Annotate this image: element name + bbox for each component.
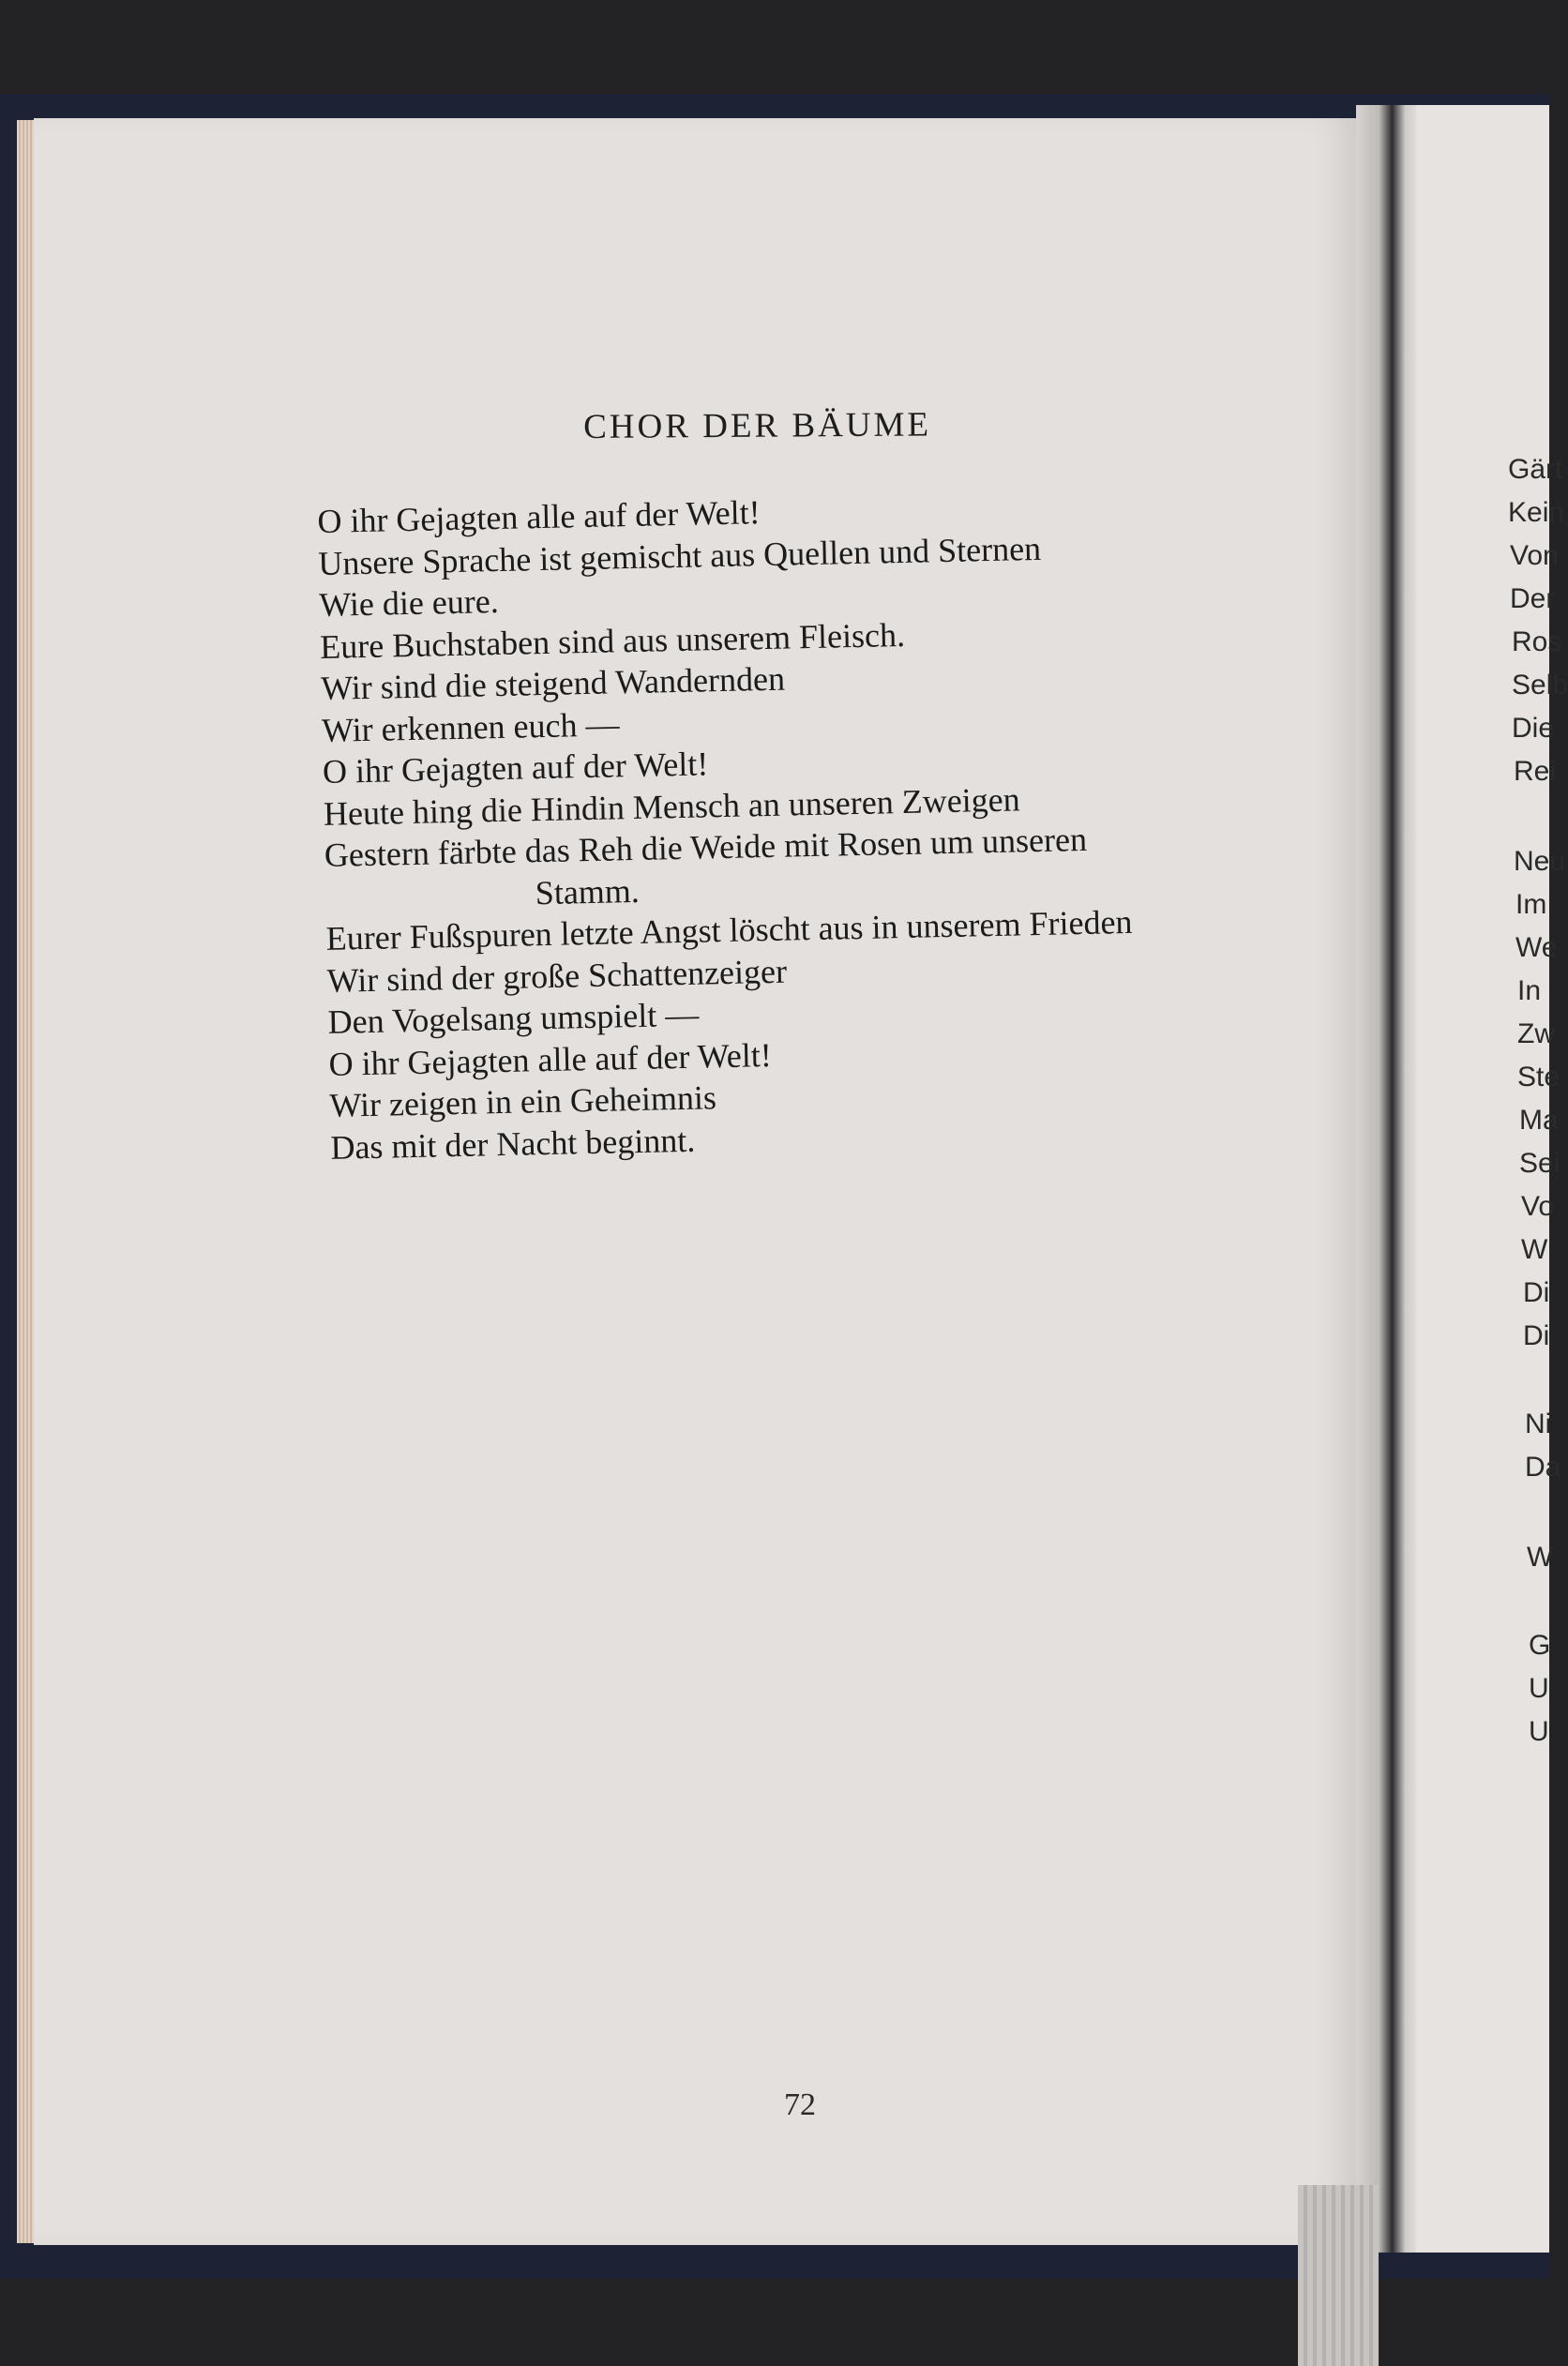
poem-line: Heute hing die Hindin Mensch an unseren Zweigen — [323, 779, 1021, 833]
right-page-fragment: In — [1517, 975, 1542, 1006]
poem-line: Wir erkennen euch — — [321, 704, 620, 749]
poem-line: Eurer Fußspuren letzte Angst löscht aus in unserem Frieden — [325, 902, 1133, 957]
right-page-fragment: Da — [1525, 1452, 1561, 1483]
right-page-fragment: Ros — [1512, 626, 1562, 657]
right-page — [1416, 105, 1568, 2253]
right-page-fragment: G — [1529, 1630, 1551, 1661]
right-page-fragment: Im — [1515, 889, 1547, 920]
poem-line: O ihr Gejagten alle auf der Welt! — [328, 1035, 773, 1083]
right-page-fragment: Zw — [1517, 1018, 1555, 1049]
right-page-fragment: Rei — [1514, 756, 1557, 787]
poem-line: Unsere Sprache ist gemischt aus Quellen und Sternen — [317, 529, 1042, 582]
right-page-fragment: Von — [1510, 540, 1559, 571]
right-page-fragment: Di — [1523, 1277, 1550, 1308]
right-page-fragment: Di — [1523, 1320, 1550, 1351]
ribbon-bookmark — [1298, 2185, 1379, 2366]
poem-line: O ihr Gejagten alle auf der Welt! — [317, 493, 761, 540]
poem-line: Wir sind die steigend Wandernden — [320, 659, 786, 707]
right-page-fragment: Ma — [1519, 1105, 1559, 1136]
left-page — [34, 118, 1356, 2245]
right-page-fragment: Vo — [1521, 1191, 1555, 1222]
right-page-fragment: U — [1529, 1673, 1549, 1704]
poem-line: Wie die eure. — [318, 581, 500, 624]
right-page-fragment: U — [1529, 1716, 1549, 1747]
poem-title: CHOR DER BÄUME — [583, 405, 932, 446]
right-page-fragment: We — [1515, 932, 1558, 963]
right-page-fragment: Gärt — [1508, 454, 1563, 485]
book-gutter — [1356, 105, 1422, 2253]
poem-line: Wir zeigen in ein Geheimnis — [329, 1078, 717, 1124]
right-page-fragment: Die — [1512, 713, 1555, 744]
poem-body — [317, 480, 1325, 1168]
poem-line: Wir sind der große Schattenzeiger — [326, 952, 788, 1000]
right-page-fragment: Ni — [1525, 1409, 1552, 1439]
poem-line: Den Vogelsang umspielt — — [327, 995, 700, 1041]
right-page-fragment: Der — [1510, 583, 1556, 614]
right-page-fragment: Kein — [1508, 497, 1565, 528]
right-page-fragment: Neu — [1514, 846, 1566, 877]
right-page-fragment: Ste — [1517, 1062, 1560, 1093]
poem-line: Eure Buchstaben sind aus unserem Fleisch. — [319, 615, 906, 666]
poem-line: Das mit der Nacht beginnt. — [330, 1121, 696, 1167]
poem-line: O ihr Gejagten auf der Welt! — [322, 745, 709, 791]
poem-line: Gestern färbte das Reh die Weide mit Rosen um unseren — [324, 820, 1088, 874]
poem-line-continuation: Stamm. — [535, 871, 641, 912]
right-page-fragment: Selb — [1512, 670, 1568, 701]
right-page-fragment: W — [1521, 1234, 1548, 1265]
page-number: 72 — [784, 2087, 816, 2122]
right-page-fragment: W — [1527, 1542, 1554, 1573]
right-page-fragment: Sei — [1519, 1148, 1560, 1179]
